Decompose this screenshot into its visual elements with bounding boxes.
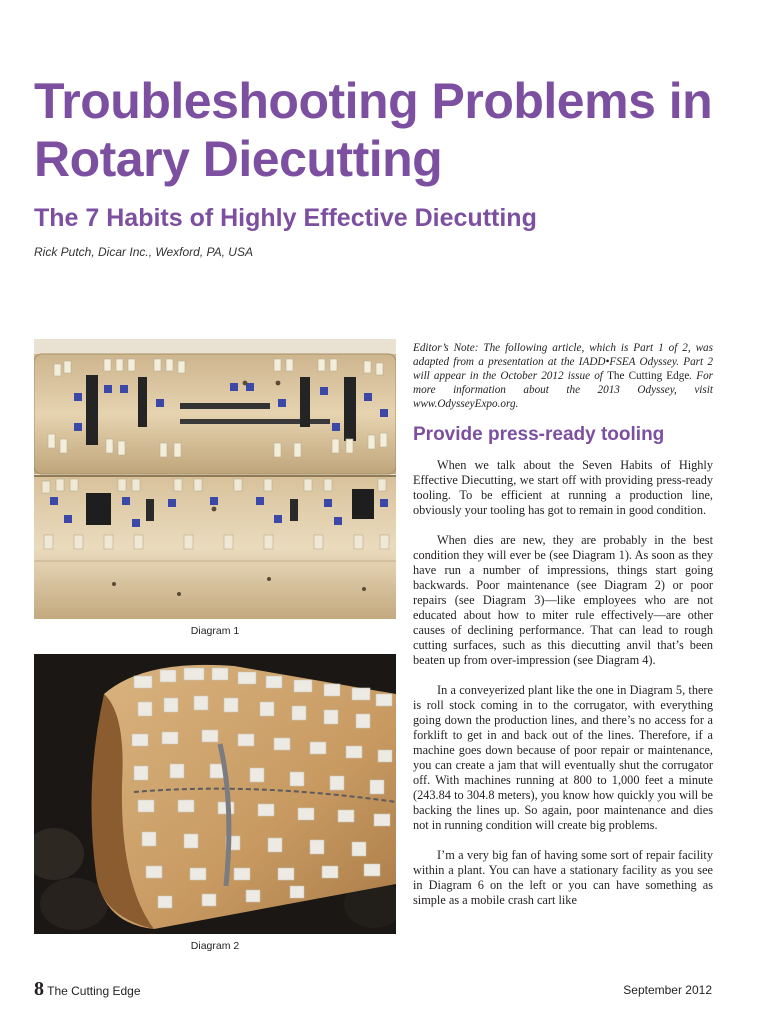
diagram-1-photo (34, 339, 396, 619)
footer-publication: The Cutting Edge (47, 984, 141, 998)
article-title: Troubleshooting Problems in Rotary Diecutting (34, 73, 713, 187)
diagram-2-caption: Diagram 2 (190, 940, 240, 952)
body-paragraph: In a conveyerized plant like the one in Diagram 5, there is roll stock coming in to the corrugator, with everything going down the production lines, and there’s no access for a forklift to get in and back out of the lines. Therefore, if a machine goes down because of poor repair or maintenance, you can create a jam that will eventually shut the corrugator off. With machines running at 800 to 1,000 feet a minute (243.84 to 304.8 meters), you know how quickly you will be backing the lines up. So again, poor maintenance and dies not in running condition will create big problems. (413, 683, 713, 832)
body-paragraph: When dies are new, they are probably in the best condition they will ever be (see Diagram 1). As soon as they have run a number of impressions, things start going backwards. Poor maintenance (see Diagram 2) or poor repairs (see Diagram 3)—like employees who are not educated about how to miter rule effectively—are other causes of declining performance. That can lead to rough cutting surfaces, such as this diecutting anvil that’s been beaten up from over-impression (see Diagram 4). (413, 533, 713, 667)
article-body-column (413, 341, 713, 923)
editors-note: Editor’s Note: The following article, which is Part 1 of 2, was adapted from a presentation at the IADD•FSEA Odyssey. Part 2 will appear in the October 2012 issue of The Cutting Edge. For more information about the 2013 Odyssey, visit www.OdysseyExpo.org. (413, 342, 714, 410)
body-paragraph: I’m a very big fan of having some sort of repair facility within a plant. You can have a stationary facility as you see in Diagram 6 on the left or you can have something as simple as a mobile crash cart like (413, 848, 713, 907)
diagram-2-photo (34, 654, 396, 934)
page-footer-left (34, 978, 141, 1001)
page-number: 8 (34, 978, 44, 1000)
section-heading: Provide press-ready tooling (413, 424, 665, 445)
article-subtitle: The 7 Habits of Highly Effective Diecutting (34, 204, 537, 232)
diagram-1-caption: Diagram 1 (190, 625, 240, 637)
footer-date: September 2012 (623, 983, 712, 997)
byline: Rick Putch, Dicar Inc., Wexford, PA, USA (34, 245, 253, 259)
body-paragraph: When we talk about the Seven Habits of Highly Effective Diecutting, we start off with providing press-ready tooling. To be efficient at running a production line, obviously your tooling has got to remain in good condition. (413, 458, 713, 517)
publication-name: The Cutting Edge (607, 370, 690, 382)
